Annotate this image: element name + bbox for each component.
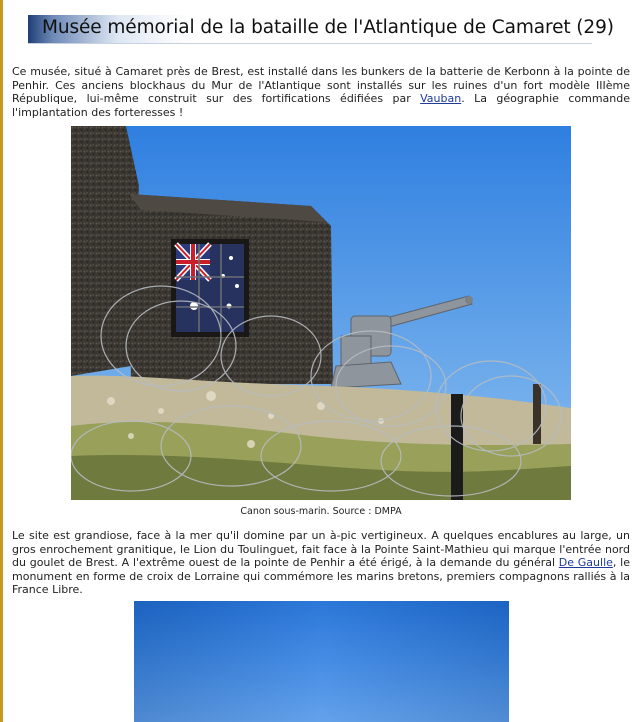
- site-text-start: Le site est grandiose, face à la mer qu'il domine par un à-pic vertigineux. A quelques encablures au large, un gros enrochement granitique, le Lion du Toulinguet, fait face à la Pointe Saint-Mathieu qui marque l'entrée nord du goulet de Brest. A l'extrême ouest de la pointe de Penhir a été érigé, à la demande du général: [12, 529, 630, 570]
- site-paragraph: [12, 529, 630, 597]
- site-text-end: , le monument en forme de croix de Lorraine qui commémore les marins bretons, premiers compagnons ralliés à la France Libre.: [12, 556, 630, 597]
- sky-photo-shading: [134, 601, 509, 722]
- intro-paragraph: [12, 65, 630, 119]
- canon-photo: [71, 126, 571, 500]
- sky-photo: [134, 601, 509, 722]
- de-gaulle-link[interactable]: De Gaulle: [558, 556, 613, 570]
- vauban-link[interactable]: Vauban: [420, 92, 462, 106]
- intro-text-end: . La géographie commande l'implantation des forteresses !: [12, 92, 630, 119]
- intro-text-start: Ce musée, situé à Camaret près de Brest, est installé dans les bunkers de la batterie de Kerbonn à la pointe de Penhir. Ces anciens blockhaus du Mur de l'Atlantique sont installés sur les ruines d'un fort modèle IIIème République, lui-même construit sur des fortifications édifiées par: [12, 65, 630, 106]
- page-title: Musée mémorial de la bataille de l'Atlantique de Camaret (29): [42, 17, 614, 38]
- page-left-edge: [0, 0, 3, 722]
- photo-caption: Canon sous-marin. Source : DMPA: [240, 506, 402, 517]
